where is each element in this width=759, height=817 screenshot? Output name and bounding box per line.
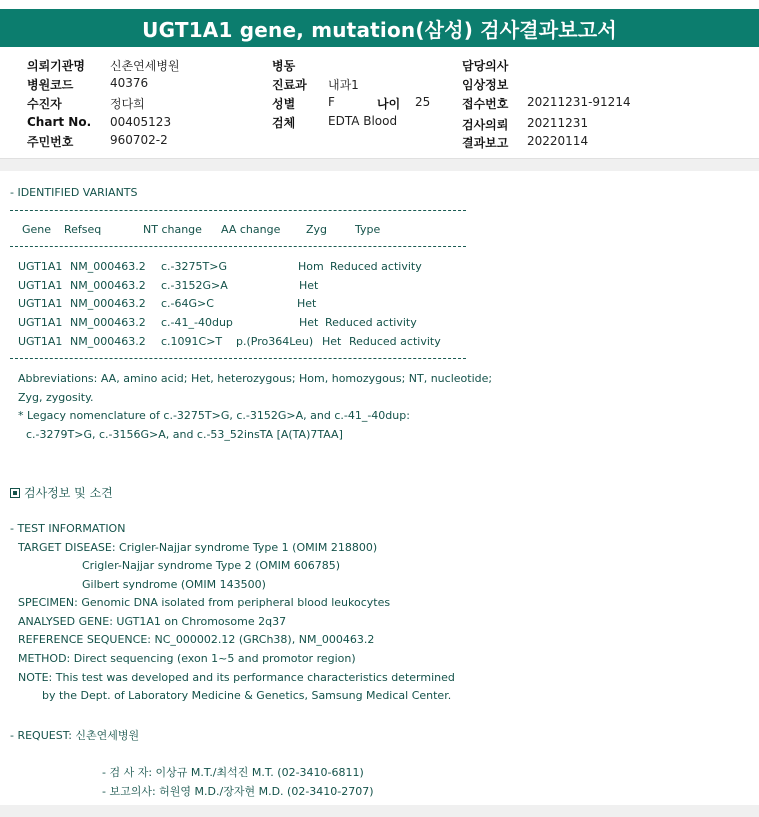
abbreviations-line2: Zyg, zygosity. — [18, 391, 94, 404]
chart-no-label: Chart No. — [27, 115, 92, 129]
variants-heading: - IDENTIFIED VARIANTS — [10, 186, 138, 199]
age-label: 나이 — [377, 97, 401, 111]
row-zyg: Het — [299, 316, 319, 329]
row-refseq: NM_000463.2 — [70, 335, 146, 348]
receipt-no-label: 접수번호 — [462, 97, 509, 111]
col-type: Type — [355, 223, 381, 236]
request-date-label: 검사의뢰 — [462, 118, 509, 132]
analysed-gene: ANALYSED GENE: UGT1A1 on Chromosome 2q37 — [18, 615, 287, 628]
info-section-heading — [10, 484, 113, 501]
request-date-value: 20211231 — [527, 116, 589, 130]
row-gene: UGT1A1 — [18, 297, 63, 310]
info-section-title: 검사정보 및 소견 — [24, 486, 113, 500]
row-gene: UGT1A1 — [18, 316, 63, 329]
row-type: Reduced activity — [325, 316, 417, 329]
sex-value: F — [328, 95, 335, 109]
hospital-name-label: 의뢰기관명 — [27, 59, 85, 73]
bottom-bar — [0, 805, 759, 817]
specimen-value: EDTA Blood — [328, 114, 398, 128]
row-aa: p.(Pro364Leu) — [236, 335, 314, 348]
row-zyg: Het — [322, 335, 342, 348]
row-refseq: NM_000463.2 — [70, 279, 146, 292]
dashed-divider — [10, 246, 466, 247]
col-nt: NT change — [143, 223, 202, 236]
col-gene: Gene — [22, 223, 52, 236]
resident-no-label: 주민번호 — [27, 135, 74, 149]
col-refseq: Refseq — [64, 223, 102, 236]
specimen-label: 검체 — [272, 116, 296, 130]
row-nt: c.-64G>C — [161, 297, 214, 310]
row-refseq: NM_000463.2 — [70, 297, 146, 310]
section-divider — [0, 158, 759, 171]
patient-info — [0, 52, 759, 156]
row-nt: c.-3275T>G — [161, 260, 227, 273]
patient-name-label: 수진자 — [27, 97, 62, 111]
receipt-no-value: 20211231-91214 — [527, 95, 631, 109]
row-type: Reduced activity — [330, 260, 422, 273]
age-value: 25 — [415, 95, 431, 109]
patient-name-value: 정다희 — [110, 97, 145, 111]
report-title: UGT1A1 gene, mutation(삼성) 검사결과보고서 — [0, 9, 759, 47]
row-nt: c.1091C>T — [161, 335, 223, 348]
sex-label: 성별 — [272, 97, 296, 111]
abbreviations-line1: Abbreviations: AA, amino acid; Het, heterozygous; Hom, homozygous; NT, nucleotide; — [18, 372, 493, 385]
report-date-value: 20220114 — [527, 134, 589, 148]
target-disease-3: Gilbert syndrome (OMIM 143500) — [82, 578, 266, 591]
legacy-line1: * Legacy nomenclature of c.-3275T>G, c.-3152G>A, and c.-41_-40dup: — [18, 409, 410, 422]
row-zyg: Het — [299, 279, 319, 292]
square-bullet-icon — [10, 488, 20, 498]
note-line1: NOTE: This test was developed and its performance characteristics determined — [18, 671, 455, 684]
row-gene: UGT1A1 — [18, 260, 63, 273]
col-aa: AA change — [221, 223, 281, 236]
row-gene: UGT1A1 — [18, 335, 63, 348]
row-zyg: Hom — [298, 260, 324, 273]
hospital-name-value: 신촌연세병원 — [110, 59, 180, 73]
target-disease-2: Crigler-Najjar syndrome Type 2 (OMIM 606785) — [82, 559, 341, 572]
note-line2: by the Dept. of Laboratory Medicine & Genetics, Samsung Medical Center. — [42, 689, 452, 702]
dashed-divider — [10, 210, 466, 211]
dept-value: 내과1 — [328, 78, 359, 92]
row-type: Reduced activity — [349, 335, 441, 348]
test-info-heading: - TEST INFORMATION — [10, 522, 126, 535]
row-refseq: NM_000463.2 — [70, 260, 146, 273]
clinical-info-label: 임상정보 — [462, 78, 509, 92]
report-date-label: 결과보고 — [462, 136, 509, 150]
row-zyg: Het — [297, 297, 317, 310]
hospital-code-value: 40376 — [110, 76, 149, 90]
row-nt: c.-41_-40dup — [161, 316, 233, 329]
doctor-label: 담당의사 — [462, 59, 509, 73]
request-heading: - REQUEST: 신촌연세병원 — [10, 729, 140, 742]
legacy-line2: c.-3279T>G, c.-3156G>A, and c.-53_52insTA [A(TA)7TAA] — [26, 428, 343, 441]
dashed-divider — [10, 358, 466, 359]
ward-label: 병동 — [272, 59, 296, 73]
dept-label: 진료과 — [272, 78, 307, 92]
target-disease-1: TARGET DISEASE: Crigler-Najjar syndrome Type 1 (OMIM 218800) — [18, 541, 378, 554]
row-nt: c.-3152G>A — [161, 279, 228, 292]
reporter-info: - 보고의사: 허원영 M.D./장자현 M.D. (02-3410-2707) — [102, 785, 374, 798]
resident-no-value: 960702-2 — [110, 133, 168, 147]
method-info: METHOD: Direct sequencing (exon 1~5 and promotor region) — [18, 652, 356, 665]
reference-sequence: REFERENCE SEQUENCE: NC_000002.12 (GRCh38), NM_000463.2 — [18, 633, 375, 646]
specimen-info: SPECIMEN: Genomic DNA isolated from peripheral blood leukocytes — [18, 596, 391, 609]
row-refseq: NM_000463.2 — [70, 316, 146, 329]
row-gene: UGT1A1 — [18, 279, 63, 292]
examiner-info: - 검 사 자: 이상규 M.T./최석진 M.T. (02-3410-6811) — [102, 766, 364, 779]
chart-no-value: 00405123 — [110, 115, 172, 129]
hospital-code-label: 병원코드 — [27, 78, 74, 92]
col-zyg: Zyg — [306, 223, 328, 236]
